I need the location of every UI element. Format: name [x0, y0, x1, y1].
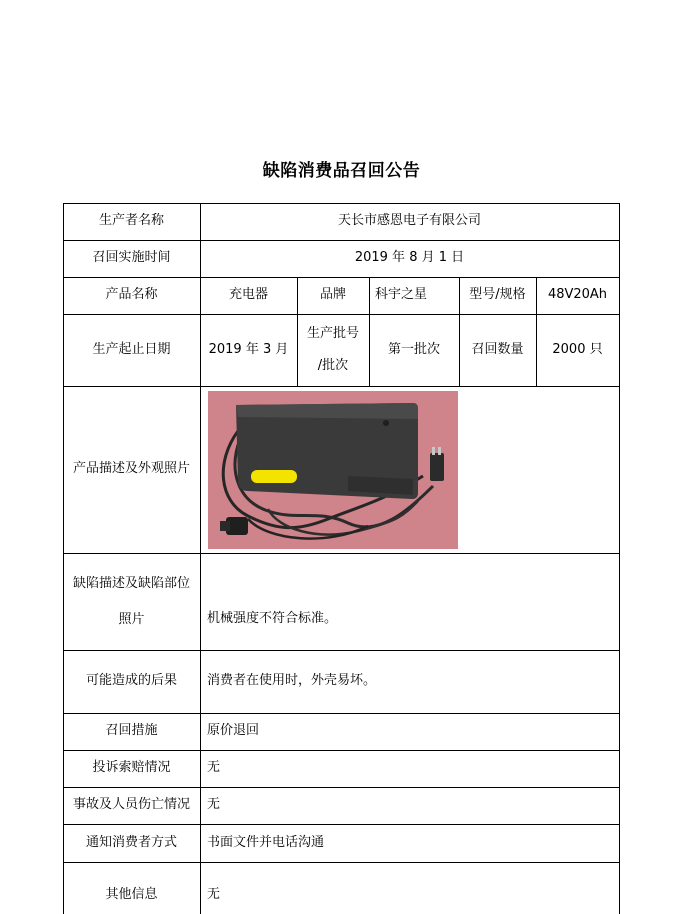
- defect-value: 机械强度不符合标准。: [207, 611, 338, 627]
- accidents-label: 事故及人员伤亡情况: [72, 797, 190, 813]
- brand-value: 科宇之星: [375, 287, 428, 303]
- complaints-label: 投诉索赔情况: [92, 760, 171, 776]
- recall-date-value: 2019 年 8 月 1 日: [354, 250, 465, 266]
- charger-photo-svg: [208, 391, 458, 549]
- manufacturer-label: 生产者名称: [98, 213, 164, 229]
- charger-photo: [208, 391, 458, 549]
- production-period-value: 2019 年 3 月: [208, 341, 289, 357]
- defect-label-line1: 缺陷描述及缺陷部位: [72, 575, 190, 591]
- product-name-value: 充电器: [228, 287, 268, 303]
- batch-label: [297, 314, 369, 386]
- other-value: 无: [207, 886, 221, 902]
- notification-value: 书面文件并电话沟通: [207, 834, 325, 850]
- consequence-label: 可能造成的后果: [85, 673, 177, 689]
- product-name-label: 产品名称: [105, 287, 158, 303]
- brand-label: 品牌: [319, 287, 346, 303]
- page-title: 缺陷消费品召回公告: [262, 161, 421, 181]
- measures-value: 原价退回: [207, 723, 260, 739]
- production-period-label: 生产起止日期: [92, 341, 171, 357]
- model-label: 型号/规格: [469, 287, 526, 303]
- consequence-value: 消费者在使用时，外壳易坏。: [207, 673, 377, 689]
- measures-label: 召回措施: [105, 723, 158, 739]
- batch-label-line1: 生产批号: [306, 326, 359, 341]
- defect-label-line2: 照片: [118, 611, 145, 627]
- accidents-value: 无: [207, 797, 221, 813]
- batch-label-line2: /批次: [317, 358, 349, 373]
- model-value: 48V20Ah: [547, 287, 608, 303]
- other-label: 其他信息: [105, 886, 158, 902]
- description-label: 产品描述及外观照片: [72, 461, 190, 477]
- recall-date-label: 召回实施时间: [92, 250, 171, 266]
- complaints-value: 无: [207, 760, 221, 776]
- quantity-value: 2000 只: [552, 341, 603, 357]
- notification-label: 通知消费者方式: [85, 834, 177, 850]
- quantity-label: 召回数量: [471, 341, 524, 357]
- manufacturer-value: 天长市感恩电子有限公司: [337, 213, 481, 229]
- defect-label: [63, 553, 200, 650]
- table-border-line: [619, 203, 620, 914]
- batch-value: 第一批次: [387, 341, 440, 357]
